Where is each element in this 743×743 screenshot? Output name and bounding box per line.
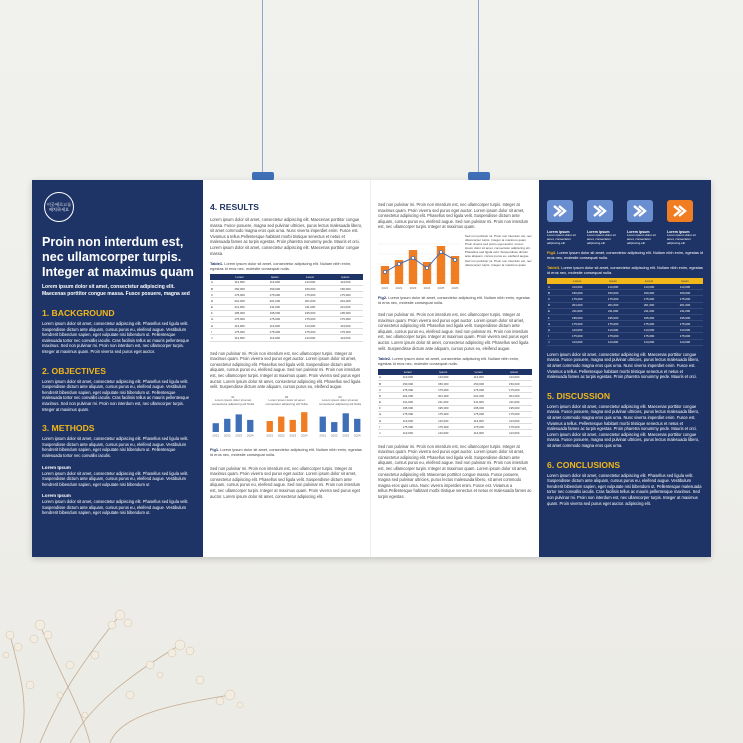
table-cell: 113,000 (631, 327, 667, 333)
table-cell: 211,000 (328, 304, 363, 310)
table-cell: 113,000 (426, 418, 461, 424)
table-cell: 175,000 (292, 292, 327, 298)
table-cell: 195,000 (257, 310, 292, 316)
table-cell: 113,000 (426, 430, 461, 436)
table-cell: C (210, 292, 222, 298)
table-cell: 175,000 (426, 387, 461, 393)
mini-charts (210, 396, 363, 442)
table-cell: 201,000 (461, 393, 496, 399)
process-arrows (547, 200, 703, 245)
dried-flowers-decoration (0, 555, 260, 743)
table-cell: 175,000 (222, 329, 257, 335)
table3-caption (547, 265, 703, 275)
methods-sub2-heading: Lorem Ipsum (42, 493, 71, 499)
mini-chart-number: 03 (338, 394, 342, 399)
table-cell: F (378, 405, 390, 411)
fig3-caption (547, 250, 703, 260)
table-cell: 150,000 (328, 285, 363, 291)
fig2-block (378, 234, 532, 290)
panel-results (203, 180, 371, 557)
tick-label: 2023 (342, 433, 350, 437)
results-intro: Lorem ipsum dolor sit amet, consectetur adipiscing elit. Maecenas porttitor congue massa. Fusce posuere, magna sed pulvinar ultricies, purus lectus malesuada libero, sit amet commodo magna eros quis urna. Nunc viverra imperdiet enim. Fusce est. Vivamus a tellus.Pellentesque habitant morbi tristique senectus et netus et malesuada fames ac turpis egestas. Proin pharetra nonummy pede. Mauris et orci. Lorem ipsum dolor sit amet, consectetur adipiscing elit. Maecenas porttitor congue massa. (210, 217, 363, 256)
table-header-cell: Ipsum (328, 274, 363, 280)
bar (236, 414, 242, 432)
table-cell: D (378, 393, 390, 399)
mini-chart-number: 02 (284, 394, 289, 399)
table-cell: 113,000 (390, 418, 425, 424)
fig2-caption (378, 295, 532, 305)
bar (354, 418, 360, 431)
table-cell: 113,000 (222, 280, 257, 286)
table-cell: 150,000 (595, 290, 631, 296)
panel-results-continued (371, 180, 539, 557)
col4-para1: Lorem ipsum dolor sit amet, consectetur adipiscing elit. Maecenas porttitor congue massa. Fusce posuere, magna sed pulvinar ultricies, purus lectus malesuada libero, sit amet commodo magna eros quis urna. Nunc viverra imperdiet enim. Fusce est. Vivamus a tellus. Pellentesque habitant morbi tristique senectus et netus et malesuada fames ac turpis egestas. Proin pharetra nonummy pede. Mauris et orci. (547, 351, 700, 380)
fig1-label: Fig1. (210, 446, 220, 452)
table-cell: 195,000 (292, 310, 327, 316)
table-cell: E (210, 304, 222, 310)
table-cell: 175,000 (497, 411, 533, 417)
table-cell: 113,000 (559, 339, 595, 345)
table-cell: 195,000 (461, 405, 496, 411)
table-cell: 211,000 (497, 399, 533, 405)
line-point (397, 262, 400, 265)
table-cell: J (547, 339, 559, 345)
table-cell: 150,000 (497, 380, 533, 386)
table-cell: 201,000 (257, 298, 292, 304)
table-cell: 195,000 (667, 314, 703, 320)
table-cell: J (378, 430, 390, 436)
logo-line-2: 배치하세요 (48, 207, 70, 212)
line-point (425, 266, 428, 269)
mini-chart-label: Lorem ipsum dolor sit amet consectetur adipiscing elit Nulla (318, 398, 362, 406)
table-cell: 201,000 (667, 302, 703, 308)
process-step-title: Lorem ipsum (547, 230, 570, 234)
table3-label: Table3. (547, 265, 561, 271)
table-header-cell: Lorem (292, 274, 327, 280)
tick-label: 2022 (395, 285, 403, 290)
fig2-label: Fig2. (378, 294, 388, 300)
line-point (439, 250, 442, 253)
table-cell: 175,000 (257, 329, 292, 335)
table-cell: 175,000 (667, 333, 703, 339)
table-cell: 113,000 (390, 430, 425, 436)
table-header-cell: Ipsum (595, 278, 631, 284)
table-cell: 150,000 (426, 380, 461, 386)
table-cell: 201,000 (497, 393, 533, 399)
table-cell: 201,000 (222, 298, 257, 304)
table-cell: 175,000 (328, 292, 363, 298)
table-cell: 175,000 (595, 321, 631, 327)
table-cell: 175,000 (461, 424, 496, 430)
table-cell: 175,000 (559, 296, 595, 302)
table-cell: 113,000 (559, 327, 595, 333)
tick-label: 2022 (277, 433, 285, 437)
combo-chart (378, 234, 461, 290)
bar (331, 422, 337, 432)
results-para3: Sed non pulvinar mi. Proin non interdum est, nec ullamcorper turpis. Integer at maximus quam. Proin viverra sed purus eget auctor. Lorem ipsum dolor sit amet, consectetur adipiscing elit. Phasellus sed ligula velit. Suspendisse dictum ante aliquam, cursus purus eu, eleifend augue. Sed non pulvinar mi. Proin non interdum est, nec ullamcorper turpis. Integer at maximus quam. Proin viverra sed purus eget auctor. Lorem ipsum dolor sit amet, consectetur adipiscing elit. (210, 465, 361, 499)
table-cell: A (547, 284, 559, 290)
mini-chart-2 (264, 396, 310, 442)
bar-chart-1 (210, 407, 256, 437)
methods-heading: 3. METHODS (42, 423, 95, 434)
table-cell: 150,000 (257, 285, 292, 291)
table-cell: 195,000 (595, 314, 631, 320)
process-step-text: Lorem ipsum dolor sit amet, consectetur adipiscing elit (627, 233, 656, 245)
table-cell: H (378, 418, 390, 424)
process-step-3 (627, 200, 663, 245)
table-cell: 201,000 (390, 393, 425, 399)
table-cell: 175,000 (426, 411, 461, 417)
process-step-text: Lorem ipsum dolor sit amet, consectetur adipiscing elit (547, 233, 576, 245)
tick-label: 2023 (288, 433, 296, 437)
methods-sub2-text: Lorem ipsum dolor sit amet, consectetur adipiscing elit. Phasellus sed ligula velit. Suspendisse dictum ante aliquam, cursus purus eu, eleifend augue. Vestibulum hendrerit bibendum sapien, eget vulputate nisi bibendum ut. (42, 499, 189, 516)
table-cell: 113,000 (559, 284, 595, 290)
fig3-caption-text: Lorem ipsum dolor sit amet, consectetur adipiscing elit. Nullam nibh enim, egestas id eros nec, molestie consequat nulla. (547, 250, 703, 261)
table1-caption-text: Lorem ipsum dolor sit amet, consectetur adipiscing elit. Nullam nibh enim, egestas id eros nec, molestie consequat nulla. (210, 261, 352, 272)
bar-chart-3 (317, 407, 363, 437)
table-cell: 113,000 (667, 284, 703, 290)
table-cell: 113,000 (595, 327, 631, 333)
table-cell: 195,000 (631, 314, 667, 320)
table-cell: 201,000 (631, 302, 667, 308)
table-cell: E (547, 308, 559, 314)
table-row (547, 339, 703, 345)
arrow-icon (547, 200, 573, 222)
results-para2: Sed non pulvinar mi. Proin non interdum est, nec ullamcorper turpis. Integer at maximus quam. Proin viverra sed purus eget auctor. Lorem ipsum dolor sit amet, consectetur adipiscing elit. Phasellus sed ligula velit. Suspendisse dictum ante aliquam, cursus purus eu, eleifend augue. Sed non pulvinar mi. Proin non interdum est, nec ullamcorper turpis. Integer at maximus quam. Proin viverra sed purus eget auctor. Lorem ipsum dolor sit amet, consectetur adipiscing elit. Phasellus sed ligula velit. Suspendisse dictum ante aliquam, cursus purus eu, eleifend augue. (210, 350, 361, 390)
table-header-cell: Lorem (222, 274, 257, 280)
table-cell: A (210, 280, 222, 286)
table-cell: H (210, 323, 222, 329)
table-cell: 113,000 (328, 280, 363, 286)
line-point (453, 258, 456, 261)
process-step-title: Lorem ipsum (667, 230, 690, 234)
table-cell: 150,000 (559, 290, 595, 296)
col3-para1: Sed non pulvinar mi. Proin non interdum est, nec ullamcorper turpis. Integer at maximus quam. Proin viverra sed purus eget auctor. Lorem ipsum dolor sit amet, consectetur adipiscing elit. Phasellus sed ligula velit. Suspendisse dictum ante aliquam, cursus purus eu, eleifend augue. Sed non pulvinar mi. Proin non interdum est, nec ullamcorper turpis. Integer at maximus quam. (378, 202, 529, 230)
bar (213, 423, 219, 432)
bar (301, 412, 307, 432)
table-cell: 150,000 (222, 285, 257, 291)
table-cell: 113,000 (257, 335, 292, 341)
table-cell: 113,000 (292, 280, 327, 286)
table-cell: 113,000 (497, 430, 533, 436)
table-header-cell: Ipsum (426, 369, 461, 375)
table-cell: C (547, 296, 559, 302)
bar (320, 416, 326, 431)
table-cell: 195,000 (559, 314, 595, 320)
conclusions-heading: 6. CONCLUSIONS (547, 459, 621, 470)
table-cell: 201,000 (559, 302, 595, 308)
mini-chart-number: 01 (231, 394, 235, 399)
bar-chart-2 (264, 407, 310, 437)
table-cell: 113,000 (222, 323, 257, 329)
table-cell: A (378, 375, 390, 381)
table-cell: 175,000 (667, 296, 703, 302)
table-cell: B (547, 290, 559, 296)
objectives-text: Lorem ipsum dolor sit amet, consectetur adipiscing elit. Phasellus sed ligula velit. Suspendisse dictum ante aliquam, cursus purus eu, eleifend augue. Vestibulum hendrerit bibendum sapien, eget vulputate nisi bibendum ut. Pellentesque malesuada tortor nec convallis iaculis. Cras facilisis tellus ac mauris pellentesque maximus. Sed non pulvinar mi. Proin non interdum est, nec ullamcorper turpis. Integer at maximus quam. (42, 378, 189, 412)
table-cell: 211,000 (390, 399, 425, 405)
line-point (383, 270, 386, 273)
table-cell: 195,000 (222, 310, 257, 316)
table-cell: 175,000 (222, 316, 257, 322)
table2-caption-text: Lorem ipsum dolor sit amet, consectetur adipiscing elit. Nullam nibh enim, egestas id eros nec, molestie consequat nulla. (378, 356, 520, 367)
table-cell: 113,000 (497, 375, 533, 381)
table-cell: C (378, 387, 390, 393)
bar (278, 416, 284, 431)
table-row (210, 335, 363, 341)
table-cell: 175,000 (497, 387, 533, 393)
table-cell: 113,000 (390, 375, 425, 381)
table-header-cell: Lorem (559, 278, 595, 284)
methods-sub1-heading: Lorem Ipsum (42, 464, 71, 470)
methods-sub1-text: Lorem ipsum dolor sit amet, consectetur adipiscing elit. Phasellus sed ligula velit. Suspendisse dictum ante aliquam, cursus purus eu, eleifend augue. Vestibulum hendrerit bibendum sapien, eget vulputate nisi bibendum ut (42, 470, 189, 487)
table-cell: 113,000 (426, 375, 461, 381)
tick-label: 2021 (381, 285, 389, 290)
table-cell: 195,000 (328, 310, 363, 316)
table-cell: 175,000 (559, 321, 595, 327)
table-cell: F (547, 314, 559, 320)
table2-label: Table2. (378, 356, 392, 362)
table-cell: 195,000 (426, 405, 461, 411)
table-cell: 113,000 (222, 335, 257, 341)
table-cell: 150,000 (292, 285, 327, 291)
bar (247, 419, 253, 431)
table-cell: 201,000 (426, 393, 461, 399)
table-cell: B (210, 285, 222, 291)
col3-para2: Sed non pulvinar mi. Proin non interdum est, nec ullamcorper turpis. Integer at maximus quam. Proin viverra sed purus eget auctor. Lorem ipsum dolor sit amet, consectetur adipiscing elit. Phasellus sed ligula velit. Suspendisse dictum ante aliquam, cursus purus eu, eleifend augue. Sed non pulvinar mi. Proin non interdum est, nec ullamcorper turpis. Integer at maximus quam. Proin viverra sed purus eget auctor. Lorem ipsum dolor sit amet, consectetur adipiscing elit. Phasellus sed ligula velit. Suspendisse dictum ante aliquam, cursus purus eu, eleifend augue. (378, 311, 529, 351)
table-cell: 175,000 (461, 411, 496, 417)
table-cell: 195,000 (390, 405, 425, 411)
discussion-heading: 5. DISCUSSION (547, 390, 611, 401)
process-step-text: Lorem ipsum dolor sit amet, consectetur adipiscing elit (587, 233, 616, 245)
table-cell: 113,000 (631, 284, 667, 290)
table-header-cell: Ipsum (497, 369, 533, 375)
background-heading: 1. BACKGROUND (42, 308, 115, 318)
table-cell: G (378, 411, 390, 417)
table-cell: 175,000 (631, 333, 667, 339)
poster-title: Proin non interdum est, nec ullamcorper turpis. Integer at maximus quam (42, 235, 194, 279)
process-step-title: Lorem ipsum (627, 230, 650, 234)
table-cell: 175,000 (222, 292, 257, 298)
table-cell: 113,000 (257, 323, 292, 329)
table-cell: 113,000 (667, 327, 703, 333)
table-cell: 211,000 (461, 399, 496, 405)
bar (381, 266, 389, 284)
table-cell: 113,000 (461, 418, 496, 424)
table-cell: 113,000 (461, 375, 496, 381)
tick-label: 2023 (409, 285, 417, 290)
table-header-cell: Lorem (390, 369, 425, 375)
results-heading: 4. RESULTS (210, 202, 260, 212)
table-cell: 211,000 (426, 399, 461, 405)
process-step-2 (587, 200, 623, 245)
mini-chart-3 (317, 396, 363, 442)
table-header-cell: Ipsum (257, 274, 292, 280)
table3-caption-text: Lorem ipsum dolor sit amet, consectetur adipiscing elit. Nullam nibh enim, egestas id eros nec, molestie consequat nulla. (547, 265, 703, 276)
table-cell: D (547, 302, 559, 308)
table-cell: E (378, 399, 390, 405)
panel-intro (32, 180, 203, 557)
table2-caption (378, 356, 532, 366)
table-header-cell: Lorem (461, 369, 496, 375)
process-step-1 (547, 200, 583, 245)
mini-chart-label: Lorem ipsum dolor sit amet consectetur adipiscing elit Nulla (211, 398, 255, 406)
table-cell: 175,000 (328, 316, 363, 322)
line-point (411, 256, 414, 259)
table-cell: 211,000 (595, 308, 631, 314)
arrow-icon (627, 200, 653, 222)
poster (32, 180, 711, 557)
table-cell: 175,000 (390, 387, 425, 393)
table-cell: 201,000 (328, 298, 363, 304)
fig2-note: Sed non pulvinar mi. Proin non interdum est, nec ullamcorper turpis. Integer at maximus quam. Proin viverra sed purus eget auctor. Lorem ipsum dolor sit amet, consectetur adipiscing elit. Phasellus sed ligula velit. Suspendisse dictum ante aliquam, cursus purus eu, eleifend augue. Sed non pulvinar mi. Proin non interdum est, nec ullamcorper turpis. Integer at maximus quam. (464, 233, 532, 267)
table-cell: 201,000 (595, 302, 631, 308)
table-cell: 113,000 (328, 323, 363, 329)
table-cell: 113,000 (595, 339, 631, 345)
table-cell: 175,000 (257, 292, 292, 298)
tick-label: 2024 (300, 433, 308, 437)
bar (266, 421, 272, 432)
table-header-cell: Lorem (631, 278, 667, 284)
table-cell: 150,000 (390, 380, 425, 386)
table-cell: 175,000 (461, 387, 496, 393)
bar (289, 419, 295, 431)
tick-label: 2021 (319, 433, 327, 437)
table-cell: I (210, 329, 222, 335)
table-cell: 113,000 (257, 280, 292, 286)
process-step-4 (667, 200, 703, 245)
table-cell: 113,000 (595, 284, 631, 290)
table-cell: 113,000 (497, 418, 533, 424)
table-cell: 175,000 (328, 329, 363, 335)
table-cell: 175,000 (631, 321, 667, 327)
table-cell: 211,000 (667, 308, 703, 314)
bar (409, 250, 417, 284)
tick-label: 2025 (437, 285, 445, 290)
table-cell: 211,000 (222, 304, 257, 310)
table-cell: 175,000 (595, 296, 631, 302)
discussion-text: Lorem ipsum dolor sit amet, consectetur adipiscing elit. Maecenas porttitor congue massa. Fusce posuere, magna sed pulvinar ultricies, purus lectus malesuada libero, sit amet commodo magna eros quis urna. Nunc viverra imperdiet enim. Fusce est. Vivamus a tellus. Pellentesque habitant morbi tristique senectus et netus et malesuada fames ac turpis egestas. Proin pharetra nonummy pede. Mauris et orci. Lorem ipsum dolor sit amet, consectetur adipiscing elit. Maecenas porttitor congue massa. Fusce posuere, magna sed pulvinar ultricies, purus lectus malesuada libero, sit amet commodo magna eros quis urna. (547, 403, 700, 448)
table-cell: 175,000 (595, 333, 631, 339)
table-cell: 113,000 (461, 430, 496, 436)
table-cell: 175,000 (631, 296, 667, 302)
poster-subtitle: Lorem ipsum dolor sit amet, consectetur adipiscing elit. Maecenas porttitor congue massa. Fusce posuere, magna sed (42, 284, 190, 297)
table-row (378, 430, 532, 436)
mini-chart-label: Lorem ipsum dolor sit amet consectetur adipiscing elit Nulla (265, 398, 308, 406)
tick-label: 2026 (451, 285, 459, 290)
bar (343, 413, 349, 432)
tick-label: 2021 (265, 433, 273, 437)
table-cell: 113,000 (667, 339, 703, 345)
table-cell: 211,000 (559, 308, 595, 314)
table-header-cell: Ipsum (667, 278, 703, 284)
table-cell: 113,000 (292, 335, 327, 341)
table-cell: 175,000 (292, 329, 327, 335)
mini-chart-1 (210, 396, 256, 442)
tick-label: 2023 (235, 433, 243, 437)
table-cell: B (378, 380, 390, 386)
table1-caption (210, 261, 363, 271)
bar (224, 418, 230, 431)
table-cell: 150,000 (631, 290, 667, 296)
table-cell: 201,000 (292, 298, 327, 304)
table-cell: 113,000 (292, 323, 327, 329)
table-cell: 175,000 (292, 316, 327, 322)
tick-label: 2024 (423, 285, 431, 290)
table-cell: J (210, 335, 222, 341)
panel-discussion (539, 180, 711, 557)
table-cell: G (547, 321, 559, 327)
tick-label: 2022 (330, 433, 338, 437)
table-cell: 175,000 (559, 333, 595, 339)
arrow-icon (587, 200, 613, 222)
tick-label: 2024 (246, 433, 254, 437)
tick-label: 2024 (353, 433, 361, 437)
table-cell: I (547, 333, 559, 339)
table-cell: 175,000 (497, 424, 533, 430)
arrow-icon (667, 200, 693, 222)
tick-label: 2022 (223, 433, 231, 437)
process-step-text: Lorem ipsum dolor sit amet, consectetur adipiscing elit (667, 233, 696, 245)
table-cell: 211,000 (257, 304, 292, 310)
logo-line-1: 이곳에로고를 (46, 201, 72, 207)
background-text: Lorem ipsum dolor sit amet, consectetur adipiscing elit. Phasellus sed ligula velit. Suspendisse dictum ante aliquam, cursus purus eu, eleifend augue. Vestibulum hendrerit bibendum sapien, eget vulputate nisi bibendum ut. Pellentesque malesuada tortor nec convallis iaculis. Cras facilisis tellus ac mauris pellentesque maximus. Sed non pulvinar mi. Proin non interdum est, nec ullamcorper turpis. Integer at maximus quam. Proin viverra sed purus eget auctor. (42, 321, 189, 354)
data-table-1 (210, 274, 363, 341)
methods-text: Lorem ipsum dolor sit amet, consectetur adipiscing elit. Phasellus sed ligula velit. Suspendisse dictum ante aliquam, cursus purus eu, eleifend augue. Vestibulum hendrerit bibendum sapien, eget vulputate nisi bibendum ut. Pellentesque malesuada tortor nec convallis iaculis. (42, 436, 189, 458)
logo-placeholder (44, 192, 74, 222)
table-cell: 211,000 (631, 308, 667, 314)
table-cell: 211,000 (292, 304, 327, 310)
fig3-label: Fig3. (547, 250, 557, 256)
table-cell: H (547, 327, 559, 333)
fig2-caption-text: Lorem ipsum dolor sit amet, consectetur adipiscing elit. Nullam nibh enim, egestas id eros nec, molestie consequat nulla. (378, 294, 530, 305)
table-cell: G (210, 316, 222, 322)
fig1-caption-text: Lorem ipsum dolor sit amet, consectetur adipiscing elit. Nullam nibh enim, egestas id eros nec, molestie consequat nulla. (210, 446, 362, 457)
data-table-3 (547, 278, 703, 345)
table-cell: I (378, 424, 390, 430)
conclusions-text: Lorem ipsum dolor sit amet, consectetur adipiscing elit. Phasellus sed ligula velit. Suspendisse dictum ante aliquam, cursus purus eu, eleifend augue. Vestibulum hendrerit bibendum sapien, eget vulputate nisi bibendum ut. Pellentesque malesuada tortor nec convallis iaculis. Cras facilisis tellus ac mauris pellentesque maximus. Sed non pulvinar mi. Proin non interdum est, nec ullamcorper turpis. Integer at maximus quam. Proin viverra sed purus eget auctor. adipiscing elit. (547, 472, 702, 506)
table-cell: F (210, 310, 222, 316)
table-cell: 113,000 (631, 339, 667, 345)
table-cell: D (210, 298, 222, 304)
table-cell: 113,000 (328, 335, 363, 341)
process-step-title: Lorem ipsum (587, 230, 610, 234)
col3-para3: Sed non pulvinar mi. Proin non interdum est, nec ullamcorper turpis. Integer at maximus quam. Proin viverra sed purus eget auctor. Lorem ipsum dolor sit amet, consectetur adipiscing elit. Phasellus sed ligula velit. Suspendisse dictum ante aliquam, cursus purus eu, eleifend augue. Sed non pulvinar mi. Proin non interdum est, nec ullamcorper turpis. Integer at maximus quam. Lorem ipsum dolor sit amet, consectetur adipiscing elit. Maecenas porttitor congue massa. Fusce posuere, magna sed pulvinar ultricies, purus lectus malesuada libero, sit amet commodo magna eros quis urna. Nunc viverra imperdiet enim. Fusce est. Vivamus a tellus.Pellentesque habitant morbi tristique senectus et netus et malesuada fames ac turpis egestas. (378, 443, 532, 499)
table-cell: 195,000 (497, 405, 533, 411)
table-cell: 175,000 (257, 316, 292, 322)
table-cell: 150,000 (667, 290, 703, 296)
table-cell: 175,000 (426, 424, 461, 430)
objectives-heading: 2. OBJECTIVES (42, 365, 106, 376)
table1-label: Table1. (210, 261, 224, 267)
table-cell: 175,000 (390, 411, 425, 417)
table-cell: 175,000 (667, 321, 703, 327)
fig1-caption (210, 447, 363, 457)
tick-label: 2021 (212, 433, 220, 437)
table-cell: 150,000 (461, 380, 496, 386)
data-table-2 (378, 369, 532, 436)
table-cell: 175,000 (390, 424, 425, 430)
